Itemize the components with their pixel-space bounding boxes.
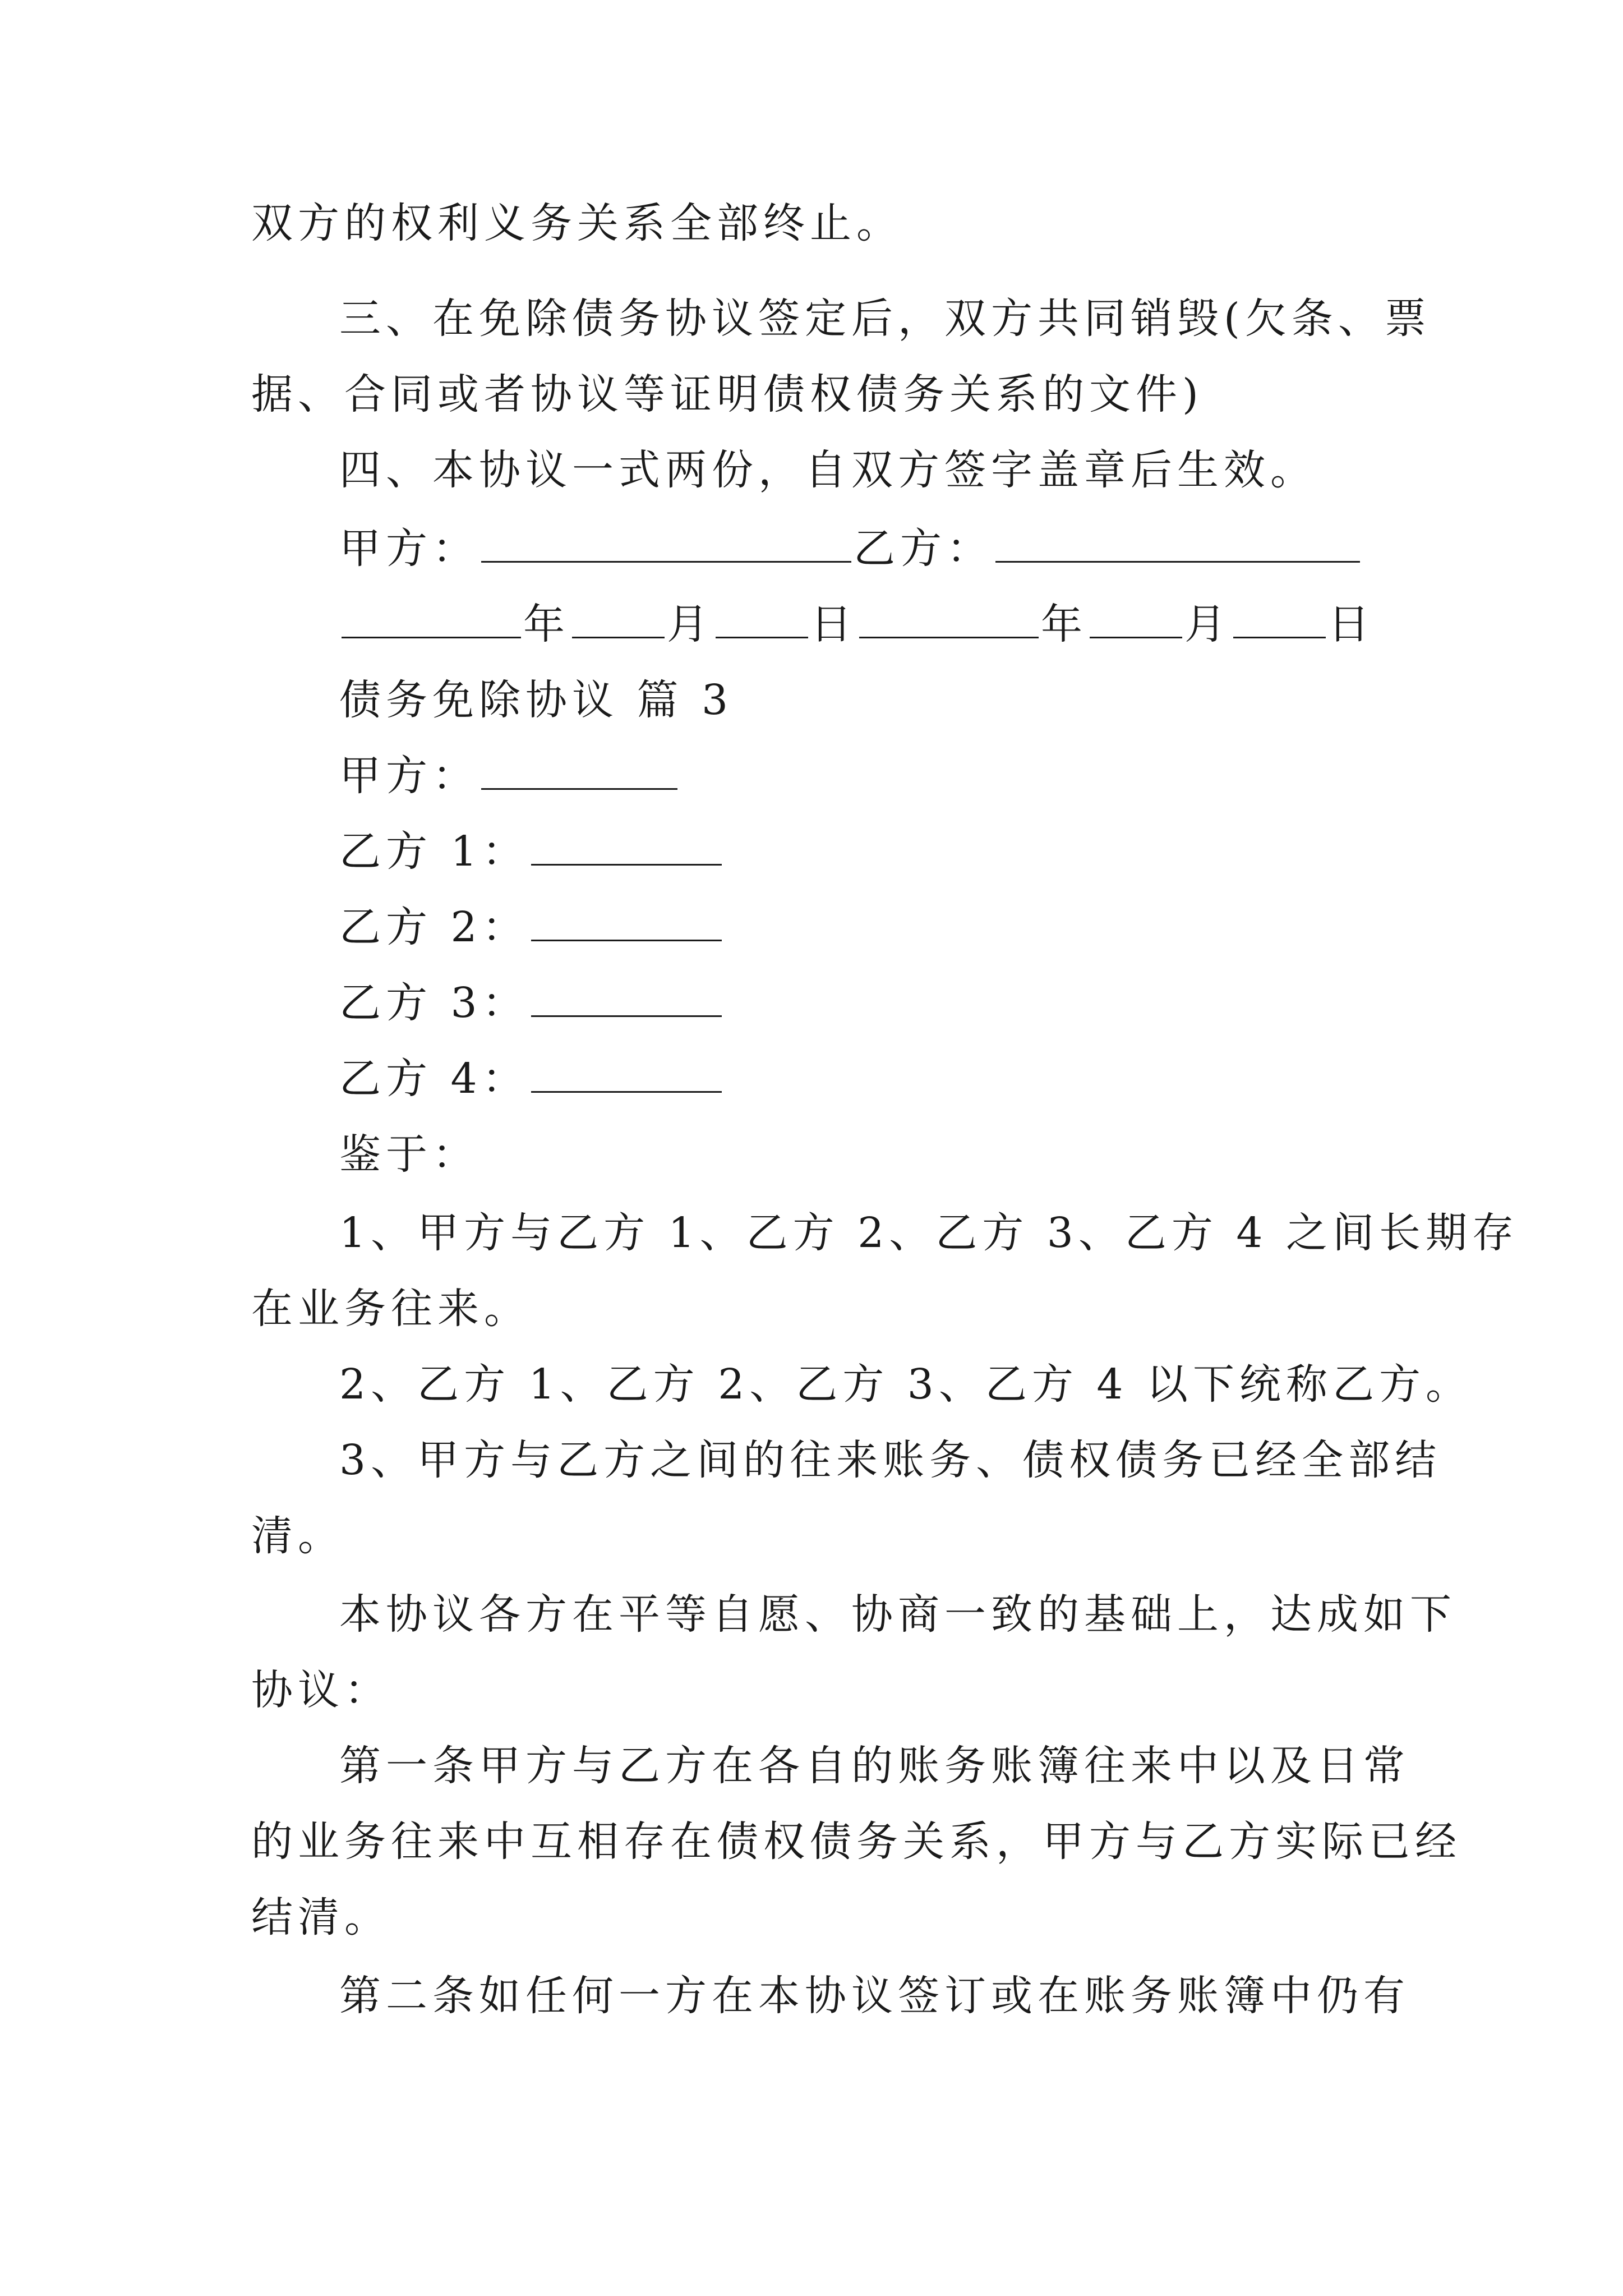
article-1-line-1: 第一条甲方与乙方在各自的账务账簿往来中以及日常 bbox=[339, 1742, 1410, 1790]
party-b3-label: 乙方 3： bbox=[339, 979, 529, 1027]
recital-3-line-2: 清。 bbox=[251, 1512, 344, 1560]
party-b3-line bbox=[339, 976, 1391, 1030]
party-b3-blank bbox=[531, 981, 722, 1017]
party-a-line bbox=[339, 749, 1391, 803]
party-b1-label: 乙方 1： bbox=[339, 827, 529, 876]
whereas-heading: 鉴于： bbox=[339, 1130, 479, 1179]
party-b4-line bbox=[339, 1052, 1391, 1106]
clause-three-line-2: 据、合同或者协议等证明债权债务关系的文件) bbox=[251, 370, 1204, 418]
day-label: 日 bbox=[1328, 600, 1375, 648]
month-label: 月 bbox=[1184, 600, 1231, 648]
date-day-blank bbox=[716, 602, 808, 638]
article-1-line-2: 的业务往来中互相存在债权债务关系，甲方与乙方实际已经 bbox=[251, 1818, 1461, 1866]
text-line: 双方的权利义务关系全部终止。 bbox=[251, 199, 903, 247]
party-a-label: 甲方： bbox=[339, 524, 479, 573]
party-b1-line bbox=[339, 825, 1391, 878]
day-label: 日 bbox=[810, 600, 857, 648]
party-b4-label: 乙方 4： bbox=[339, 1055, 529, 1103]
party-b2-line bbox=[339, 900, 1391, 954]
date-year-blank bbox=[859, 602, 1039, 638]
signature-date-line bbox=[339, 597, 1391, 651]
year-label: 年 bbox=[523, 600, 570, 648]
recital-1-line-2: 在业务往来。 bbox=[251, 1285, 531, 1333]
clause-four: 四、本协议一式两份，自双方签字盖章后生效。 bbox=[339, 446, 1317, 494]
party-b2-label: 乙方 2： bbox=[339, 903, 529, 951]
recital-2: 2、乙方 1、乙方 2、乙方 3、乙方 4 以下统称乙方。 bbox=[339, 1360, 1473, 1409]
preamble-line-2: 协议： bbox=[251, 1666, 391, 1714]
year-label: 年 bbox=[1041, 600, 1087, 648]
date-day-blank bbox=[1233, 602, 1326, 638]
date-year-blank bbox=[342, 602, 521, 638]
month-label: 月 bbox=[667, 600, 713, 648]
article-1-line-3: 结清。 bbox=[251, 1893, 391, 1941]
party-a-signature-blank bbox=[481, 526, 851, 563]
recital-3-line-1: 3、甲方与乙方之间的往来账务、债权债务已经全部结 bbox=[339, 1436, 1442, 1484]
section-title: 债务免除协议 篇 3 bbox=[339, 676, 734, 724]
article-2-line-1: 第二条如任何一方在本协议签订或在账务账簿中仍有 bbox=[339, 1972, 1410, 2020]
party-b2-blank bbox=[531, 905, 722, 941]
party-b1-blank bbox=[531, 829, 722, 866]
party-a-blank bbox=[481, 753, 677, 790]
recital-1-line-1: 1、甲方与乙方 1、乙方 2、乙方 3、乙方 4 之间长期存 bbox=[339, 1209, 1519, 1257]
party-b4-blank bbox=[531, 1056, 722, 1093]
party-b-label: 乙方： bbox=[854, 524, 993, 573]
party-b-signature-blank bbox=[995, 526, 1360, 563]
signature-party-line bbox=[339, 522, 1391, 576]
clause-three-line-1: 三、在免除债务协议签定后，双方共同销毁(欠条、票 bbox=[339, 295, 1431, 343]
preamble-line-1: 本协议各方在平等自愿、协商一致的基础上，达成如下 bbox=[339, 1590, 1456, 1639]
date-month-blank bbox=[572, 602, 665, 638]
date-month-blank bbox=[1090, 602, 1182, 638]
party-a-label: 甲方： bbox=[339, 752, 479, 800]
